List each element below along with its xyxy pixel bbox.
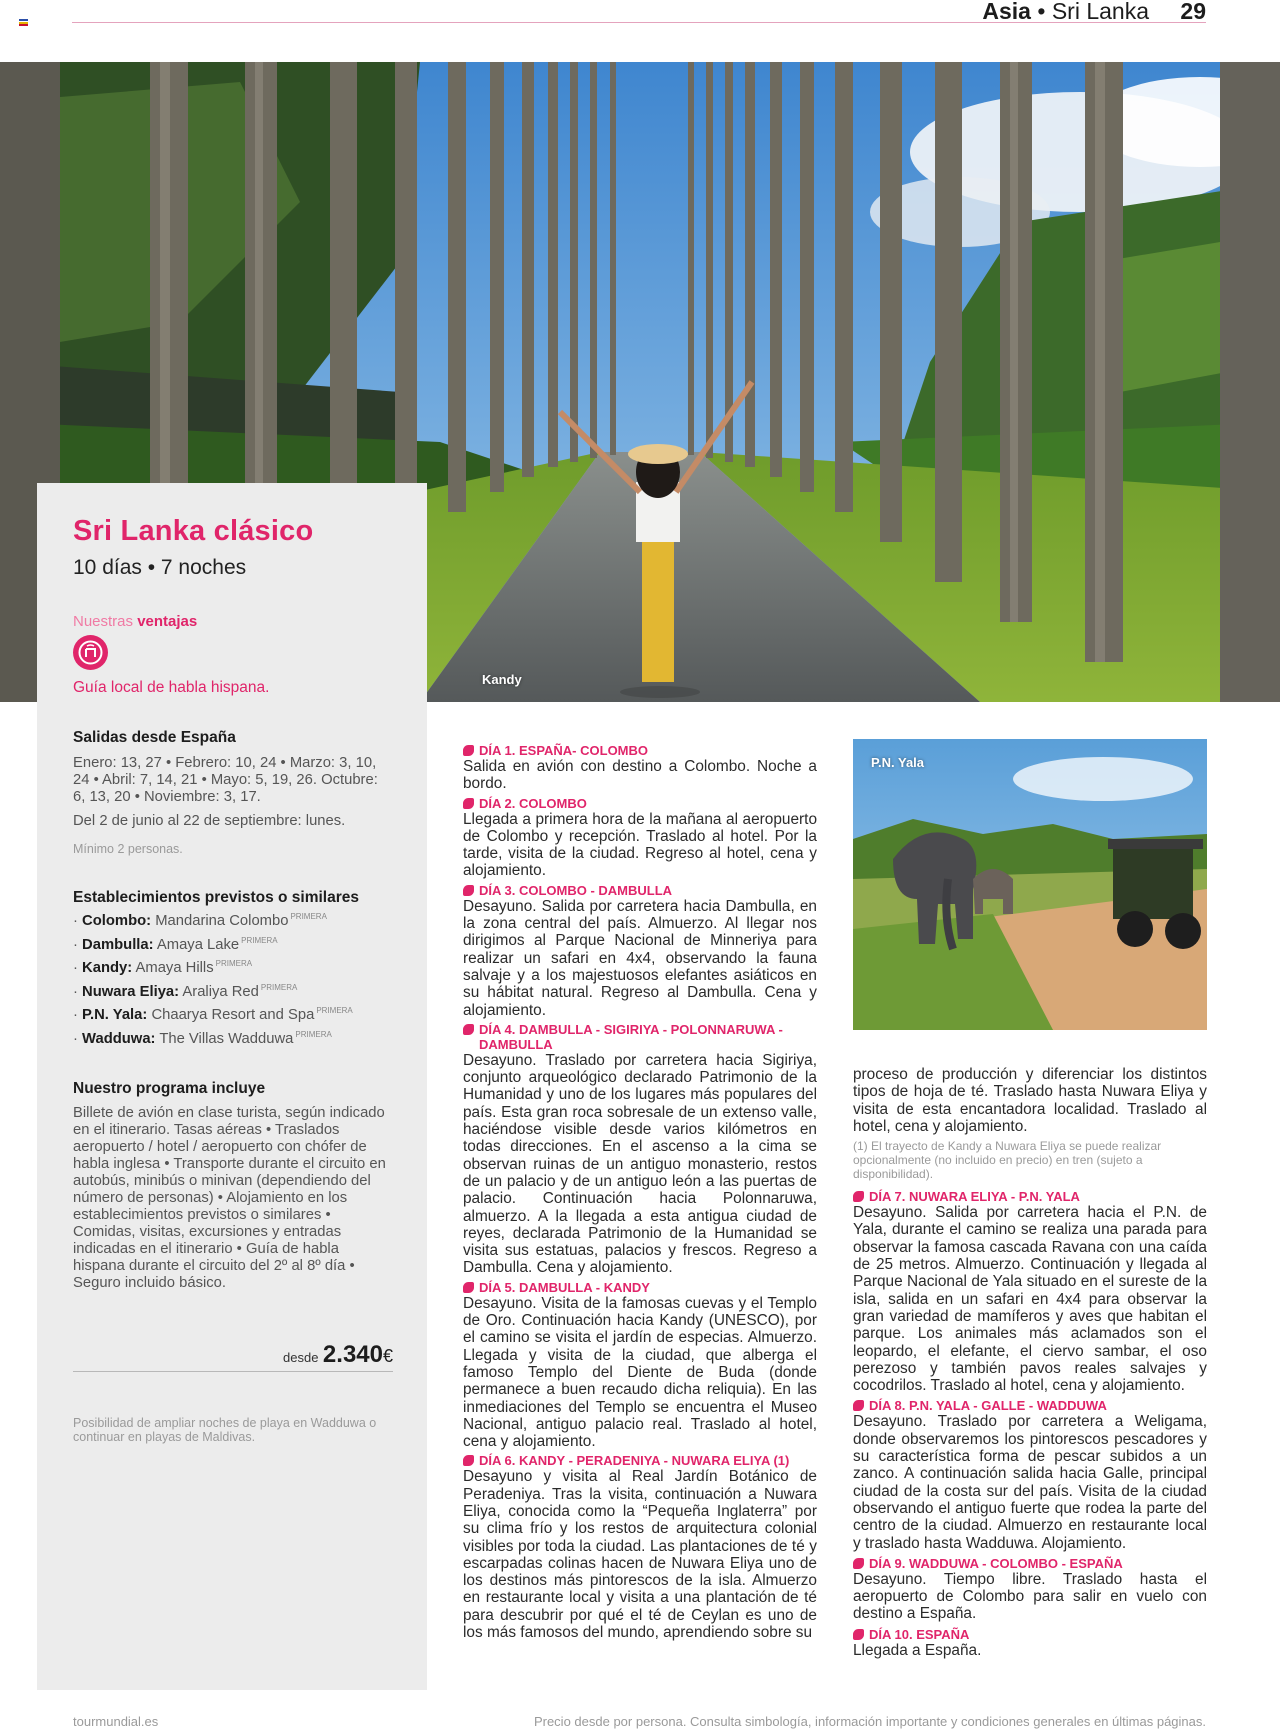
itinerary-day: [463, 1453, 817, 1641]
day-title: DÍA 10. ESPAÑA: [853, 1627, 1207, 1642]
day-text: Llegada a España.: [853, 1641, 982, 1659]
website-link[interactable]: tourmundial.es: [73, 1714, 159, 1729]
day-text: Salida en avión con destino a Colombo. Noche a bordo.: [463, 758, 817, 793]
tour-title: Sri Lanka clásico: [73, 515, 314, 547]
itinerary-day: [463, 796, 817, 880]
itinerary-day: [853, 1398, 1207, 1551]
itinerary-day: [463, 1022, 817, 1277]
day-title: DÍA 1. ESPAÑA- COLOMBO: [463, 743, 817, 758]
day-text: Desayuno. Salida por carretera hacia Dambulla, en la zona central del país. Almuerzo. Al llegar nos dirigimos al Parque Nacional de Minneriya para realizar un safari en 4x4, observando la fauna salvaje y a los majestuosos elefantes asiáticos en su hábitat natural. Regreso al Dambulla. Cena y alojamiento.: [463, 897, 817, 1019]
summer-departures: Del 2 de junio al 22 de septiembre: lunes.: [73, 813, 346, 829]
spain-flag-icon: [19, 19, 28, 26]
hotel-list: [73, 912, 393, 1053]
guide-icon-glyph: [73, 635, 108, 670]
price-from-label: desde: [283, 1350, 319, 1365]
advantage-text: Guía local de habla hispana.: [73, 679, 270, 696]
hotel-item: · Wadduwa: The Villas Wadduwa $^{PRIMERA}$: [73, 1029, 332, 1047]
minimum-persons: Mínimo 2 personas.: [73, 842, 183, 856]
day-title: DÍA 5. DAMBULLA - KANDY: [463, 1280, 817, 1295]
page-number: 29: [1180, 0, 1206, 24]
itinerary-day: [463, 1280, 817, 1451]
day-text: Desayuno. Tiempo libre. Traslado hasta el aeropuerto de Colombo para salir en vuelo con destino a España.: [853, 1570, 1207, 1623]
section-title: [982, 0, 1149, 25]
day-text: Desayuno. Salida por carretera hacia el P.N. de Yala, durante el camino se realiza una parada para observar la famosa cascada Ravana con una caída de 25 metros. Almuerzo. Continuación y llegada al Parque Nacional de Yala situado en el sureste de la isla, salida en un safari en 4x4 para observar la gran variedad de mamíferos y aves que habitan el parque. Los animales más aclamados son el leopardo, el elefante, el ciervo sambar, el oso perezoso y también pavos reales salvajes y cocodrilos. Traslado al hotel, cena y alojamiento.: [853, 1204, 1207, 1395]
photo2-caption: P.N. Yala: [871, 755, 925, 770]
train-note: (1) El trayecto de Kandy a Nuwara Eliya se puede realizar opcionalmente (no incluido en precio) en tren (sujeto a disponibilidad).: [853, 1139, 1162, 1182]
advantages-label: [73, 613, 393, 630]
price-disclaimer: Precio desde por persona. Consulta simbología, información importante y condiciones generales en últimas páginas.: [533, 1714, 1206, 1729]
price-currency: €: [382, 1346, 393, 1366]
advantages-bold: ventajas: [137, 613, 198, 630]
itinerary-column-2: [853, 1066, 1207, 1659]
day-title: DÍA 4. DAMBULLA - SIGIRIYA - POLONNARUWA - DAMBULLA: [463, 1022, 817, 1052]
itinerary-day: [853, 1556, 1207, 1623]
day-6-continuation: proceso de producción y diferenciar los distintos tipos de hoja de té. Traslado hasta Nuwara Eliya y visita de esta encantadora localidad. Traslado al hotel, cena y alojamiento.: [853, 1066, 1207, 1135]
tour-duration: 10 días • 7 noches: [73, 556, 247, 579]
hotel-item: · Kandy: Amaya Hills $^{PRIMERA}$: [73, 959, 253, 976]
itinerary-day: [463, 883, 817, 1019]
advantages-prefix: Nuestras: [73, 613, 134, 630]
price-divider: [73, 1371, 393, 1372]
hero-caption: Kandy: [482, 672, 522, 687]
hotel-item: · P.N. Yala: Chaarya Resort and Spa $^{PRIMERA}$: [73, 1006, 353, 1023]
tour-summary-panel: [37, 483, 427, 1690]
hotel-item: · Nuwara Eliya: Araliya Red $^{PRIMERA}$: [73, 982, 298, 1000]
departures-heading: Salidas desde España: [73, 729, 236, 746]
day-title: DÍA 6. KANDY - PERADENIYA - NUWARA ELIYA (1): [463, 1453, 817, 1468]
region-label: Asia: [982, 0, 1031, 24]
includes-text: Billete de avión en clase turista, según indicado en el itinerario. Tasas aéreas • Traslados aeropuerto / hotel / aeropuerto con chófer de habla inglesa • Transporte durante el circuito en autobús, minibús o minivan (dependiendo del número de personas) • Alojamiento en los establecimientos previstos o similares • Comidas, visitas, excursiones y entradas indicadas en el itinerario • Guía de habla hispana durante el circuito del 2º al 8º día • Seguro incluido básico.: [73, 1105, 386, 1291]
itinerary-column-1: [463, 743, 817, 1641]
day-text: Llegada a primera hora de la mañana al aeropuerto de Colombo y recepción. Traslado al hotel. Por la tarde, visita de la ciudad. Regreso al hotel, cena y alojamiento.: [463, 810, 817, 880]
local-guide-icon: [73, 635, 108, 670]
price-value: 2.340: [322, 1341, 383, 1368]
day-title: DÍA 9. WADDUWA - COLOMBO - ESPAÑA: [853, 1556, 1207, 1571]
day-title: DÍA 3. COLOMBO - DAMBULLA: [463, 883, 817, 898]
itinerary-day: [853, 1189, 1207, 1394]
hotel-item: · Colombo: Mandarina Colombo $^{PRIMERA}$: [73, 912, 327, 929]
day-title: DÍA 2. COLOMBO: [463, 796, 817, 811]
photo-yala-elephant: [853, 739, 1207, 1030]
hotels-heading: Establecimientos previstos o similares: [73, 889, 360, 906]
day-text: Desayuno. Traslado por carretera hacia Sigiriya, conjunto arqueológico declarado Patrimonio de la Humanidad y uno de los lugares más populares del país. Esta gran roca sobresale de un extenso valle, haciéndose visible desde varios kilómetros en todas direcciones. En el ascenso a la cima se observan ruinas de un antiguo monasterio, restos de un palacio y de un antiguo león a las puertas de palacio. Continuación hacia Polonnaruwa, almuerzo. A la llegada a esta antigua ciudad de reyes, declarada Patrimonio de la Humanidad se visita sus estatuas, palacios y frescos. Regreso a Dambulla. Cena y alojamiento.: [463, 1051, 817, 1277]
elephant-safari-illustration: [853, 739, 1207, 1030]
separator: •: [1030, 0, 1052, 24]
includes-heading: Nuestro programa incluye: [73, 1080, 266, 1097]
itinerary-day: [463, 743, 817, 793]
country-label: Sri Lanka: [1051, 0, 1149, 24]
price-row: [73, 1341, 393, 1369]
day-text: Desayuno. Traslado por carretera a Weligama, donde observaremos los pintorescos pescadores y su característica forma de pescar subidos a un zanco. A continuación salida hacia Galle, principal ciudad de la costa sur del país. Visita de la ciudad observando el antiguo fuerte que rodea la parte del centro de la ciudad. Almuerzo en restaurante local y traslado hasta Wadduwa. Alojamiento.: [853, 1413, 1207, 1552]
extension-note: Posibilidad de ampliar noches de playa en Wadduwa o continuar en playas de Maldivas.: [73, 1416, 377, 1444]
day-title: DÍA 8. P.N. YALA - GALLE - WADDUWA: [853, 1398, 1207, 1413]
departure-dates: Enero: 13, 27 • Febrero: 10, 24 • Marzo: 3, 10, 24 • Abril: 7, 14, 21 • Mayo: 5, 19, 26. Octubre: 6, 13, 20 • Noviembre: 3, 17.: [73, 755, 378, 805]
day-text: Desayuno. Visita de la famosas cuevas y el Templo de Oro. Continuación hacia Kandy (UNESCO), por el camino se visita el jardín de especias. Almuerzo. Llegada y visita de la ciudad, que alberga el famoso Templo del Diente de Buda (donde permanece a buen recaudo dicha reliquia). En las inmediaciones del Templo se encuentra el Museo Nacional, antiguo palacio real. Traslado al hotel, cena y alojamiento.: [463, 1294, 817, 1451]
hotel-item: · Dambulla: Amaya Lake $^{PRIMERA}$: [73, 935, 278, 953]
day-title: DÍA 7. NUWARA ELIYA - P.N. YALA: [853, 1189, 1207, 1204]
itinerary-day: [853, 1627, 1207, 1659]
day-text: Desayuno y visita al Real Jardín Botánico de Peradeniya. Tras la visita, continuación a Nuwara Eliya, conocida como la “Pequeña Inglaterra” por su clima frío y los restos de arquitectura colonial visibles por toda la ciudad. Las plantaciones de té y escarpadas colinas hacen de Nuwara Eliya uno de los destinos más pintorescos de la isla. Almuerzo en restaurante local y visita a una plantación de té para descubrir por qué el té de Ceylan es uno de los más famosos del mundo, aprendiendo sobre su: [463, 1468, 817, 1642]
